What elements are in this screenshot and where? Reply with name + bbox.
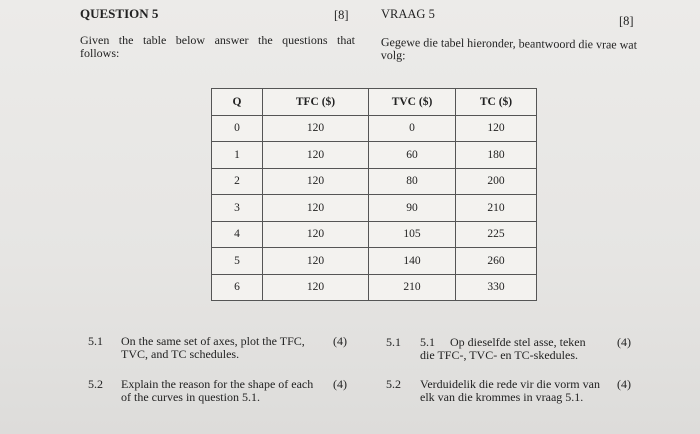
cell-tc: 330 [456,274,537,301]
cell-tvc: 60 [369,142,456,169]
intro-af-line-1: Gegewe die tabel hieronder, beantwoord die vrae wat [380,35,638,52]
subq-5-1-text-af [420,336,615,362]
cell-tfc: 120 [263,142,369,169]
cell-q: 3 [212,195,263,222]
cell-tfc: 120 [263,168,369,195]
subq-5-2-marks-af: (4) [617,377,631,391]
subq-5-2-af-line-2: elk van die krommes in vraag 5.1. [420,390,584,404]
subq-5-2-num-af: 5.2 [386,377,401,391]
cell-tc: 200 [456,168,537,195]
subq-5-2-marks-en: (4) [333,377,347,391]
cell-tvc: 210 [369,274,456,301]
header-tfc: TFC ($) [263,89,369,116]
subq-5-1-marks-en: (4) [333,334,347,348]
cell-q: 5 [212,248,263,275]
question-title-en: QUESTION 5 [80,6,159,21]
cell-tvc: 0 [369,115,456,142]
table-row [212,168,537,195]
question-title-af: VRAAG 5 [381,7,435,21]
subq-5-2-af-line-1: Verduidelik die rede vir die vorm van [420,377,600,391]
cell-tc: 120 [456,115,537,142]
table-row [212,195,537,222]
intro-af [381,36,649,65]
cell-tfc: 120 [263,115,369,142]
subq-5-1-en-line-1: On the same set of axes, plot the TFC, [121,334,305,348]
subq-5-1-text-en [121,335,331,361]
table-header-row [212,89,537,116]
intro-en-line-2: follows: [80,46,120,60]
subq-5-2-en-line-1: Explain the reason for the shape of each [121,377,314,391]
subq-5-1-num-en: 5.1 [88,334,103,348]
cell-tc: 260 [456,248,537,275]
question-marks-en: [8] [334,8,349,22]
cell-tvc: 80 [369,168,456,195]
cell-tvc: 105 [369,221,456,248]
cell-q: 6 [212,274,263,301]
subq-5-2-text-af [420,378,615,404]
header-tvc: TVC ($) [369,89,456,116]
subq-5-1-en-line-2: TVC, and TC schedules. [121,347,240,361]
cell-q: 1 [212,142,263,169]
question-marks-af: [8] [619,14,634,28]
table-row [212,142,537,169]
header-tc: TC ($) [456,89,537,116]
cell-q: 0 [212,115,263,142]
table-row [212,274,537,301]
cell-tfc: 120 [263,274,369,301]
intro-en-line-1: Given the table below answer the questions that [80,33,355,47]
subq-5-2-en-line-2: of the curves in question 5.1. [121,390,260,404]
subq-5-2-text-en [121,378,331,404]
cell-tc: 210 [456,195,537,222]
cell-tc: 180 [456,142,537,169]
cell-tvc: 90 [369,195,456,222]
subq-5-1-marks-af: (4) [617,335,631,349]
table-row [212,115,537,142]
cell-q: 4 [212,221,263,248]
subq-5-1-num-af: 5.1 [386,335,401,349]
subq-5-1-af-line-1: 5.1 Op dieselfde stel asse, teken [420,335,586,349]
cost-table [211,88,537,301]
table-row [212,248,537,275]
header-q: Q [212,89,263,116]
cell-tfc: 120 [263,248,369,275]
intro-af-line-2: volg: [380,47,406,63]
subq-5-1-af-line-2: die TFC-, TVC- en TC-skedules. [420,348,578,362]
cell-tfc: 120 [263,195,369,222]
table-row [212,221,537,248]
intro-en [80,34,355,60]
cell-q: 2 [212,168,263,195]
cell-tfc: 120 [263,221,369,248]
cell-tvc: 140 [369,248,456,275]
cell-tc: 225 [456,221,537,248]
subq-5-2-num-en: 5.2 [88,377,103,391]
